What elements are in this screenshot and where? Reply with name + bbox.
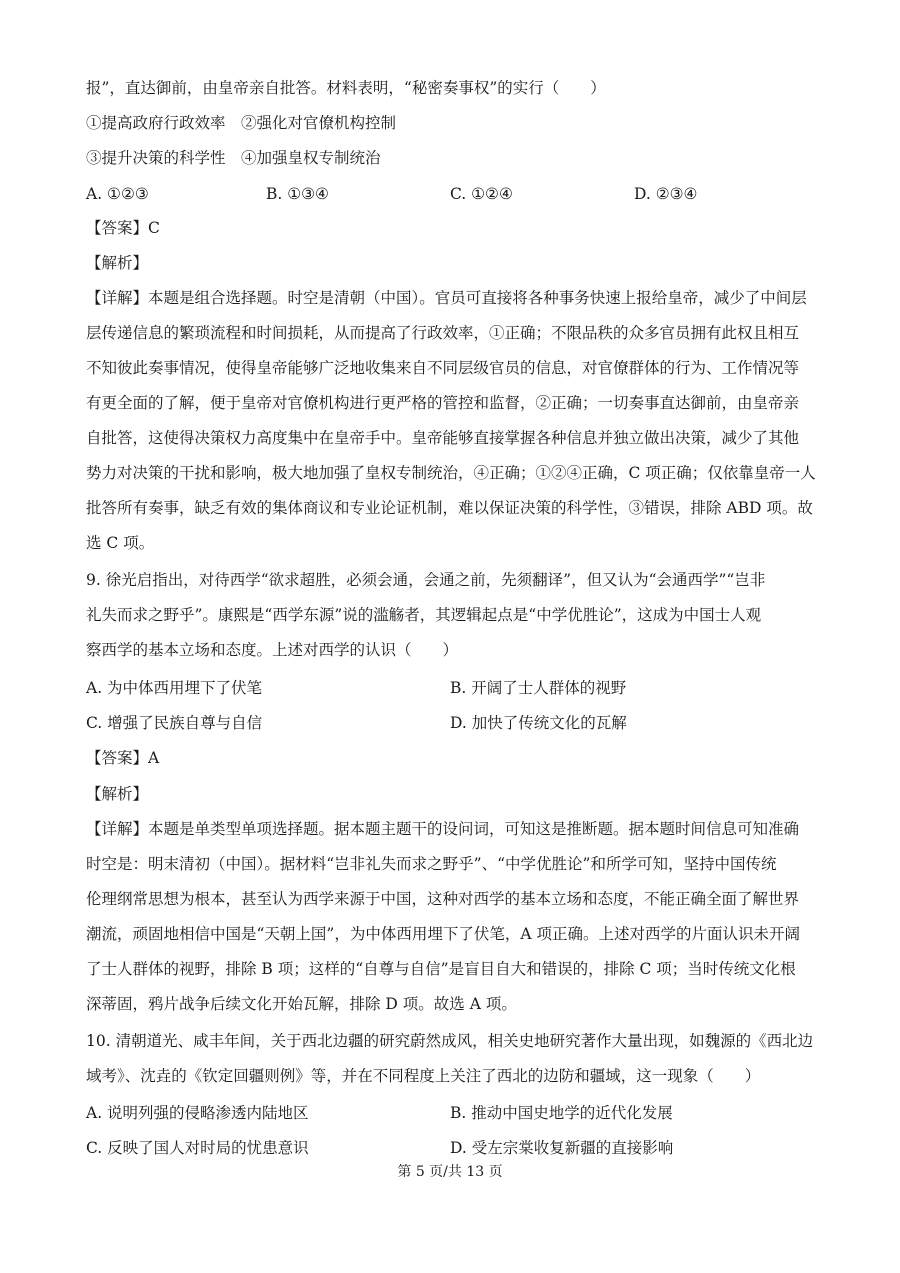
q9-detail-line: 时空是：明末清初（中国）。据材料“岂非礼失而求之野乎”、“中学优胜论”和所学可知，坚持中国传统 (86, 855, 777, 873)
q9-option-a: A. 为中体西用埋下了伏笔 (86, 679, 263, 697)
q9-option-c: C. 增强了民族自尊与自信 (86, 714, 263, 732)
q8-detail-line: 势力对决策的干扰和影响，极大地加强了皇权专制统治，④正确；①②④正确，C 项正确；仅依靠皇帝一人 (86, 464, 816, 482)
q9-stem-line: 察西学的基本立场和态度。上述对西学的认识（ ） (86, 641, 459, 659)
page-number-footer: 第 5 页/共 13 页 (397, 1164, 503, 1180)
q8-detail-line: 层传递信息的繁琐流程和时间损耗，从而提高了行政效率，①正确；不限品秩的众多官员拥有此权且相互 (86, 324, 800, 342)
q8-detail-line: 不知彼此奏事情况，使得皇帝能够广泛地收集来自不同层级官员的信息，对官僚群体的行为、工作情况等 (86, 359, 800, 377)
q9-answer: 【答案】A (86, 749, 160, 767)
q9-option-d: D. 加快了传统文化的瓦解 (450, 714, 627, 732)
q9-analysis-label: 【解析】 (86, 785, 149, 803)
q8-statements-line-2: ③提升决策的科学性 ④加强皇权专制统治 (86, 149, 381, 167)
q9-stem-line: 礼失而求之野乎”。康熙是“西学东源”说的滥觞者，其逻辑起点是“中学优胜论”，这成为中国士人观 (86, 606, 762, 624)
q9-detail-line: 伦理纲常思想为根本，甚至认为西学来源于中国，这种对西学的基本立场和态度，不能正确全面了解世界 (86, 890, 800, 908)
q9-option-b: B. 开阔了士人群体的视野 (450, 679, 627, 697)
q10-option-a: A. 说明列强的侵略渗透内陆地区 (86, 1104, 309, 1122)
q10-stem-line: 10. 清朝道光、咸丰年间，关于西北边疆的研究蔚然成风，相关史地研究著作大量出现，如魏源的《西北边 (86, 1032, 814, 1050)
q8-detail-line: 选 C 项。 (86, 534, 155, 552)
q8-detail-line: 【详解】本题是组合选择题。时空是清朝（中国）。官员可直接将各种事务快速上报给皇帝，减少了中间层 (86, 289, 807, 307)
q9-detail-line: 【详解】本题是单类型单项选择题。据本题主题干的设问词，可知这是推断题。据本题时间信息可知准确 (86, 820, 800, 838)
q9-detail-line: 潮流，顽固地相信中国是“天朝上国”，为中体西用埋下了伏笔，A 项正确。上述对西学的片面认识未开阔 (86, 925, 800, 943)
q9-stem-line: 9. 徐光启指出，对待西学“欲求超胜，必须会通，会通之前，先须翻译”，但又认为“会通西学”“岂非 (86, 571, 766, 589)
q8-detail-line: 有更全面的了解，便于皇帝对官僚机构进行更严格的管控和监督，②正确；一切奏事直达御前，由皇帝亲 (86, 394, 800, 412)
q8-stem-tail: 报”，直达御前，由皇帝亲自批答。材料表明，“秘密奏事权”的实行（ ） (86, 79, 606, 97)
q9-detail-line: 了士人群体的视野，排除 B 项；这样的“自尊与自信”是盲目自大和错误的，排除 C 项；当时传统文化根 (86, 960, 796, 978)
q8-answer: 【答案】C (86, 219, 160, 237)
q10-stem-line: 域考》、沈垚的《钦定回疆则例》等，并在不同程度上关注了西北的边防和疆域，这一现象（ ） (86, 1067, 761, 1085)
q10-option-c: C. 反映了国人对时局的忧患意识 (86, 1139, 309, 1157)
q8-option-a: A. ①②③ (86, 185, 149, 203)
q10-option-b: B. 推动中国史地学的近代化发展 (450, 1104, 673, 1122)
q8-option-d: D. ②③④ (634, 185, 698, 203)
q9-detail-line: 深蒂固，鸦片战争后续文化开始瓦解，排除 D 项。故选 A 项。 (86, 995, 517, 1013)
q8-option-b: B. ①③④ (266, 185, 329, 203)
q8-analysis-label: 【解析】 (86, 254, 149, 272)
q8-detail-line: 批答所有奏事，缺乏有效的集体商议和专业论证机制，难以保证决策的科学性，③错误，排除 ABD 项。故 (86, 499, 813, 517)
q10-option-d: D. 受左宗棠收复新疆的直接影响 (450, 1139, 674, 1157)
q8-option-c: C. ①②④ (450, 185, 513, 203)
q8-detail-line: 自批答，这使得决策权力高度集中在皇帝手中。皇帝能够直接掌握各种信息并独立做出决策，减少了其他 (86, 429, 800, 447)
q8-statements-line-1: ①提高政府行政效率 ②强化对官僚机构控制 (86, 114, 397, 132)
